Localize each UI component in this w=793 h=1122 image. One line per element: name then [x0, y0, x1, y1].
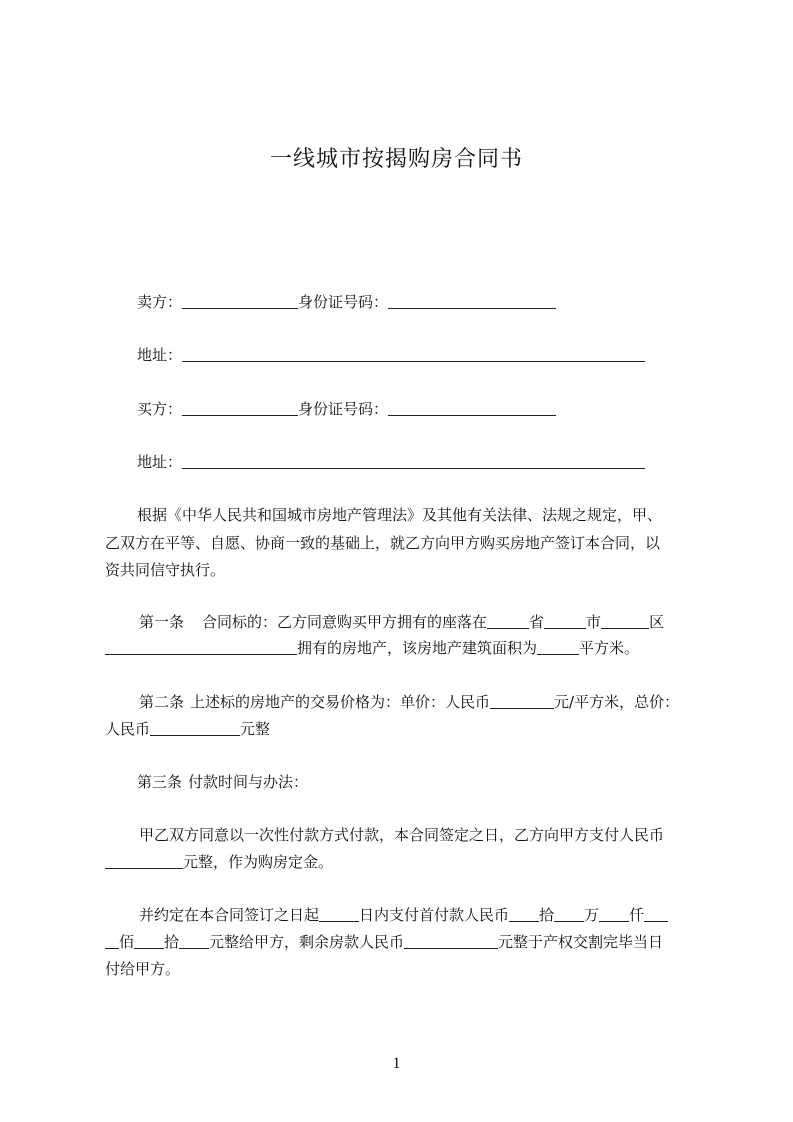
article2-line-2 — [105, 718, 270, 740]
total-price-prefix: 人民币 — [105, 720, 151, 738]
area-unit: 平方米。 — [579, 639, 640, 657]
article1-text-b: 拥有的房地产，该房地产建筑面积为 — [297, 639, 538, 657]
remaining-amount-blank[interactable] — [404, 932, 498, 949]
article1-heading: 第一条 — [139, 613, 185, 631]
seller-name-blank[interactable] — [182, 292, 298, 309]
total-price-blank[interactable] — [150, 719, 240, 736]
installment-line-2 — [105, 931, 663, 953]
article1-text-a: 合同标的：乙方同意购买甲方拥有的座落在 — [202, 613, 488, 631]
installment-text-a: 并约定在本合同签订之日起 — [139, 906, 320, 924]
down-payment-shi-blank[interactable] — [134, 932, 164, 949]
article3-heading: 第三条 — [137, 773, 183, 791]
installment-line-3: 付给甲方。 — [105, 960, 181, 978]
payment-line-2-suffix: 元整，作为购房定金。 — [183, 853, 334, 871]
installment-line-1 — [139, 904, 668, 926]
buyer-name-blank[interactable] — [182, 399, 298, 416]
document-title: 一线城市按揭购房合同书 — [269, 147, 523, 172]
buyer-id-label: 身份证号码： — [298, 400, 389, 418]
intro-line-1: 根据《中华人民共和国城市房地产管理法》及其他有关法律、法规之规定，甲、 — [137, 506, 663, 524]
seller-id-label: 身份证号码： — [298, 293, 389, 311]
city-label: 市 — [586, 613, 602, 631]
article1-line-2 — [105, 637, 639, 659]
article3-line — [137, 771, 308, 793]
down-payment-bai-blank-end[interactable] — [105, 932, 119, 949]
article1-line-1 — [139, 611, 664, 633]
seller-address-line — [137, 344, 645, 366]
shi-label: 拾 — [539, 906, 555, 924]
qian-label: 仟 — [629, 906, 645, 924]
down-payment-yuan-blank[interactable] — [179, 932, 209, 949]
property-location-blank[interactable] — [105, 638, 297, 655]
buyer-id-blank[interactable] — [388, 399, 556, 416]
intro-line-2: 乙双方在平等、自愿、协商一致的基础上，就乙方向甲方购买房地产签订本合同，以 — [105, 534, 661, 552]
unit-price-blank[interactable] — [490, 692, 554, 709]
deposit-blank[interactable] — [105, 852, 183, 869]
total-price-suffix: 元整 — [240, 720, 271, 738]
payment-line-1: 甲乙双方同意以一次性付款方式付款，本合同签定之日，乙方向甲方支付人民币 — [139, 826, 665, 844]
unit-price-suffix: 元/平方米，总价： — [554, 693, 680, 711]
installment-text-b: 日内支付首付款人民币 — [359, 906, 510, 924]
days-blank[interactable] — [319, 905, 359, 922]
page-number: 1 — [392, 1055, 401, 1072]
seller-address-blank[interactable] — [182, 345, 645, 362]
installment-text-c: 元整给甲方，剩余房款人民币 — [209, 933, 405, 951]
buyer-address-blank[interactable] — [182, 452, 645, 469]
down-payment-shi-wan-blank[interactable] — [509, 905, 539, 922]
province-blank[interactable] — [487, 612, 529, 629]
buyer-address-label: 地址： — [137, 453, 183, 471]
article2-text-a: 上述标的房地产的交易价格为：单价：人民币 — [190, 693, 491, 711]
bai-label: 佰 — [119, 933, 135, 951]
buyer-line — [137, 398, 556, 420]
province-label: 省 — [529, 613, 545, 631]
seller-line — [137, 291, 556, 313]
down-payment-wan-blank[interactable] — [554, 905, 584, 922]
article3-text: 付款时间与办法： — [188, 773, 309, 791]
district-label: 区 — [649, 613, 665, 631]
shi-yuan-label: 拾 — [164, 933, 180, 951]
installment-text-d: 元整于产权交割完毕当日 — [498, 933, 664, 951]
article2-line-1 — [139, 691, 679, 713]
buyer-label: 买方： — [137, 400, 183, 418]
city-blank[interactable] — [544, 612, 586, 629]
seller-label: 卖方： — [137, 293, 183, 311]
intro-line-3: 资共同信守执行。 — [105, 561, 226, 579]
payment-line-2 — [105, 851, 333, 873]
area-blank[interactable] — [537, 638, 579, 655]
wan-label: 万 — [584, 906, 600, 924]
down-payment-bai-blank-start[interactable] — [644, 905, 668, 922]
district-blank[interactable] — [601, 612, 649, 629]
buyer-address-line — [137, 451, 645, 473]
article2-heading: 第二条 — [139, 693, 185, 711]
seller-id-blank[interactable] — [388, 292, 556, 309]
seller-address-label: 地址： — [137, 346, 183, 364]
down-payment-qian-blank[interactable] — [599, 905, 629, 922]
